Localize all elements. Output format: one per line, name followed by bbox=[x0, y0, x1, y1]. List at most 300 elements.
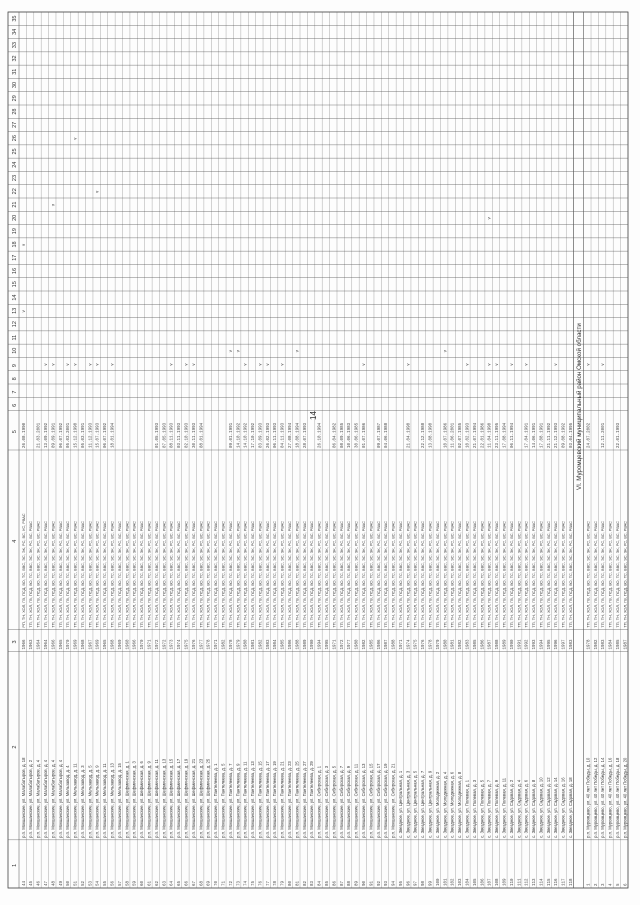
row-year: 1989 bbox=[503, 639, 508, 650]
row-date: 06.04.1982 bbox=[333, 422, 338, 448]
row-address: с. Звездное, ул. Полевая, д. 7 bbox=[486, 779, 492, 838]
row-items: ТП, ТН, ХОЛ, ГВ, ПСД, ВО, ТС, ВВС, ЭС, ЭК, РС, ВС, РВАС bbox=[295, 521, 300, 628]
row-date: 08.01.1994 bbox=[200, 422, 205, 448]
row-items: ТП, ТН, ХОЛ, ГВ, ПСД, ВО, ТС, ВВС, ЭС, ЭК, РС, ВС, РВАС bbox=[458, 521, 463, 628]
row-number: 106 bbox=[481, 878, 486, 886]
row-year: 1982 bbox=[594, 639, 599, 650]
row-items: ТП, ТН, ХОЛ, ГВ, ПСД, ВО, ТС, ВВС, ЭС, ЭК, РС, ВС, РВАС bbox=[376, 521, 381, 628]
row-number: 117 bbox=[562, 878, 567, 886]
row-address: с. Звездное, ул. Садовая, д. 4 bbox=[516, 779, 522, 838]
row-address: р.п. Мокшанские, ул. Малабатыров, д. 4 bbox=[50, 759, 56, 838]
row-number: 112 bbox=[525, 878, 530, 886]
row-mark: v bbox=[94, 190, 100, 193]
row-address: р.п. Мокшанские, ул. Шефминская, д. 25 bbox=[205, 758, 211, 838]
row-address: с. Звездное, ул. Центральная, д. 1 bbox=[397, 770, 403, 838]
row-year: 1995 bbox=[547, 639, 552, 650]
row-items: ТП, ТН, ХОЛ, ГВ, ПСД, ВО, ТС, ВВС, ЭС, ЭК, РС, ВС, РВАС bbox=[66, 521, 71, 628]
row-year: 1971 bbox=[148, 639, 153, 650]
row-number: 61 bbox=[148, 880, 153, 886]
row-items: ТП, ТН, ХОЛ, ГВ, ПСД, ВО, ТС, ВВС, ЭС, ЭК, РС, ВС, РВАС bbox=[243, 521, 248, 628]
row-mark: v bbox=[50, 363, 56, 366]
column-number: 17 bbox=[12, 254, 18, 261]
row-date: 18.08.1994 bbox=[296, 422, 301, 448]
row-mark: v bbox=[227, 350, 233, 353]
row-address: р.п. Мокшанские, ул. Сибирская, д. 17 bbox=[375, 763, 381, 838]
row-number: 48 bbox=[52, 880, 57, 886]
row-date: 02.07.1985 bbox=[459, 422, 464, 448]
row-address: р.п. Мокшанские, ул. Пантелеева, д. 25 bbox=[294, 761, 300, 838]
row-items: ТП, ТН, ХОЛ, ГВ, ПСД, ВО, ТС, ВВС, ЭС, ЭК, РС, ВС, РВАС bbox=[465, 521, 470, 628]
row-date: 04.11.1993 bbox=[281, 422, 286, 448]
row-number: 75 bbox=[252, 880, 257, 886]
row-items: ТП, ТН, ХОЛ, ГВ, ПСД, ВО, ТС, ВВС, ЭС, ЭК, РС, ВС, РВАС bbox=[73, 521, 78, 628]
column-number: 13 bbox=[12, 307, 18, 314]
column-number: 19 bbox=[12, 228, 18, 235]
row-items: ТП, ТН, ХОЛ, ГВ, ПСД, ВО, ТС, ВВС, ЭС, ЭК, РС, ВС, РВАС bbox=[608, 521, 613, 628]
row-address: р.п. Мокшанские, ул. Мельзавод, д. 15 bbox=[116, 763, 122, 838]
row-year: 1971 bbox=[399, 639, 404, 650]
row-number: 71 bbox=[222, 880, 227, 886]
row-address: с. Звездное, ул. Молодежная, д. 8 bbox=[457, 771, 463, 838]
row-year: 1986 bbox=[377, 639, 382, 650]
row-date: 21.04.1990 bbox=[407, 422, 412, 448]
section-title: VI. Муромцевский муниципальный район Омской области bbox=[576, 323, 584, 490]
row-year: 1975 bbox=[185, 639, 190, 650]
row-items: ТП, ТН, ХОЛ, ГВ, ПСД, ВО, ТС, ВВС, ЭС, ЭК, РС, ВС, РВАС bbox=[502, 521, 507, 628]
row-number: 89 bbox=[355, 880, 360, 886]
column-number: 30 bbox=[12, 81, 18, 89]
row-items: ТП, ТН, ХОЛ, ГВ, ПСД, ВО, ТС, ВВС, ЭС, ЭК, РС, ВС, РВАС bbox=[140, 521, 145, 628]
row-address: р.п. Мокшанские, ул. Мельзавод, д. 4 bbox=[65, 765, 71, 838]
column-number: 18 bbox=[12, 241, 18, 248]
column-number: 33 bbox=[12, 42, 18, 49]
row-date: 08.09.1985 bbox=[340, 422, 345, 448]
row-number: 68 bbox=[200, 880, 205, 886]
row-year: 1960 bbox=[126, 639, 131, 650]
row-number: 72 bbox=[229, 880, 234, 886]
row-year: 1996 bbox=[555, 639, 560, 650]
row-date: 01.05.1993 bbox=[155, 422, 160, 448]
row-year: 1990 bbox=[510, 639, 515, 650]
row-address: с. Звездное, ул. Полевая, д. 3 bbox=[471, 779, 477, 838]
row-year: 1966 bbox=[133, 639, 138, 650]
row-address: с. Звездное, ул. Молодежная, д. 2 bbox=[434, 771, 440, 838]
row-address: р.п. Мокшанские, ул. Пантелеева, д. 23 bbox=[287, 761, 293, 838]
row-address: с. Звездное, ул. Полевая, д. 11 bbox=[501, 777, 507, 838]
row-year: 1965 bbox=[104, 639, 109, 650]
column-number: 27 bbox=[12, 121, 18, 128]
row-date: 18.01.1994 bbox=[111, 422, 116, 448]
row-year: 1972 bbox=[163, 639, 168, 650]
row-items: ТП, ТН, ХОЛ, ГВ, ПСД, ВО, ТС, ВВС, ЭС, ЭК, РС, ВС, РВАС bbox=[58, 521, 63, 628]
row-address: р.п. Мокшанские, ул. Шефминская, д. 21 bbox=[190, 758, 196, 838]
row-number: 70 bbox=[215, 880, 220, 886]
row-items: ТП, ТН, ХОЛ, ГВ, ПСД, ВО, ТС, ВВС, ЭС, ЭК, РС, ВС, РВАС bbox=[258, 521, 263, 628]
row-mark: v bbox=[109, 363, 115, 366]
row-mark: v bbox=[523, 363, 529, 366]
row-items: ТП, ТН, ХОЛ, ГВ, ПСД, ВО, ТС, ВВС, ЭС, ЭК, РС, ВС, РВАС bbox=[369, 521, 374, 628]
row-items: ТП, ТН, ХОЛ, ГВ, ПСД, ВО, ТС, ВВС, ЭС, ЭК, РС, ВС, РВАС bbox=[36, 521, 41, 628]
row-year: 1982 bbox=[222, 639, 227, 650]
row-items: ТП, ТН, ХОЛ, ГВ, ПСД, ВО, ТС, ВВС, ЭС, ЭК, РС, ВС, РВАС bbox=[324, 521, 329, 628]
row-address: р.п. Мокшанские, ул. Пантелеева, д. 1 bbox=[213, 763, 219, 838]
row-address: р.п. Мокшанские, ул. Пантелеева, д. 27 bbox=[301, 761, 307, 838]
row-date: 06.11.1994 bbox=[510, 422, 515, 448]
row-number: 93 bbox=[385, 880, 390, 886]
row-mark: v bbox=[20, 310, 26, 313]
row-items: ТП, ТН, ХОЛ, ГВ, ПСД, ВО, ТС, ВВС, ЭС, ЭК, РС, ВС, РВАС bbox=[554, 521, 559, 628]
row-number: 62 bbox=[155, 880, 160, 886]
row-items: ТП, ТН, ХОЛ, ГВ, ПСД, ВО, ТС, ВВС, ЭС, ЭК, РС, ВС, РВАС bbox=[524, 521, 529, 628]
row-year: 1984 bbox=[274, 639, 279, 650]
row-number: 4 bbox=[609, 883, 614, 886]
row-items: ТП, ТН, ХОЛ, ГВ, ПСД, ВО, ТС, ВВС, ЭС, ЭК, РС, ВС, РВАС bbox=[421, 521, 426, 628]
column-number: 1 bbox=[12, 863, 18, 867]
row-address: р.п. Мокшанские, ул. Мельзавод, д. 13 bbox=[109, 763, 115, 838]
row-mark: v bbox=[50, 204, 56, 207]
row-year: 1985 bbox=[281, 639, 286, 650]
row-year: 1986 bbox=[481, 639, 486, 650]
row-items: ТП, ТН, ХОЛ, ГВ, ПСД, ВО, ТС, ВВС, ЭС, ЭК, РС, ВС, РВАС bbox=[177, 521, 182, 628]
row-items: ТП, ТН, ХОЛ, ГВ, ПСД, ВО, ТС, ВВС, ЭС, ЭК, РС, ВС, РВАС bbox=[532, 521, 537, 628]
row-address: р.п. Мокшанские, ул. Сибирская, д. 7 bbox=[338, 765, 344, 838]
row-address: р.п. Мокшанские, ул. Сибирская, д. 9 bbox=[346, 765, 352, 838]
row-date: 13.09.1992 bbox=[44, 422, 49, 448]
row-mark: v bbox=[87, 363, 93, 366]
row-year: 1971 bbox=[215, 639, 220, 650]
row-mark: v bbox=[600, 363, 606, 366]
row-number: 114 bbox=[540, 878, 545, 886]
row-items: ТП, ТН, ХОЛ, ГВ, ПСД, ВО, ТС, ВВС, ЭС, ЭК, РС, ВС, РВАС bbox=[398, 521, 403, 628]
row-date: 11.06.2001 bbox=[451, 422, 456, 448]
row-items: ТП, ТН, ХОЛ, ГВ, ПСД, ВО, ТС, ВВС, ЭС, ЭК, РС, ВС, РВАС bbox=[199, 521, 204, 628]
row-year: 1970 bbox=[67, 639, 72, 650]
row-items: ТП, ТН, ХОЛ, ГВ, ПСД, ВО, ТС, ВВС, ЭС, ЭК, РС, ВС, РВАС bbox=[435, 521, 440, 628]
row-date: 28.07.1993 bbox=[303, 422, 308, 448]
row-date: 04.06.1988 bbox=[385, 422, 390, 448]
column-number: 22 bbox=[12, 188, 18, 195]
row-address: с. Звездное, ул. Центральная, д. 7 bbox=[420, 770, 426, 838]
row-year: 1967 bbox=[89, 639, 94, 650]
row-date: 05.03.1991 bbox=[81, 422, 86, 448]
row-mark: v bbox=[65, 363, 71, 366]
row-number: 56 bbox=[111, 880, 116, 886]
row-year: 1969 bbox=[96, 639, 101, 650]
row-date: 17.04.1991 bbox=[525, 422, 530, 448]
row-date: 15.12.1990 bbox=[74, 422, 79, 448]
row-mark: v bbox=[20, 243, 26, 247]
row-items: ТП, ТН, ХОЛ, ГВ, ПСД, ВО, ТС, ВВС, ЭС, ЭК, РС, ВС, РВАС bbox=[221, 521, 226, 628]
row-items: ТП, ТН, ХОЛ, ГВ, ПСД, ВО, ТС, ВВС, ЭС, ЭК, РС, ВС, РВАС bbox=[384, 521, 389, 628]
row-number: 113 bbox=[533, 878, 538, 886]
row-number: 95 bbox=[399, 880, 404, 886]
row-items: ТП, ТН, ХОЛ, ГВ, ПСД, ВО, ТС, ВВС, ЭС, ЭК, РС, ВС, РВАС bbox=[302, 521, 307, 628]
row-number: 105 bbox=[473, 878, 478, 886]
row-date: 17.10.1992 bbox=[252, 422, 257, 448]
row-address: с. Звездное, ул. Полевая, д. 9 bbox=[494, 779, 500, 838]
row-address: р.п. Мокшанские, ул. Мельзавод, д. 3 bbox=[79, 765, 85, 838]
row-address: р.п. Мокшанские, ул. Пантелеева, д. 19 bbox=[272, 761, 278, 838]
row-number: 103 bbox=[459, 878, 464, 886]
row-address: р.п. Мокшанские, ул. Пантелеева, д. 17 bbox=[264, 761, 270, 838]
row-year: 1964 bbox=[44, 639, 49, 650]
row-year: 1988 bbox=[392, 639, 397, 650]
column-number: 10 bbox=[12, 347, 18, 354]
row-date: 17.08.1994 bbox=[503, 422, 508, 448]
row-items: ТП, ТН, ХОЛ, ГВ, ПСД, ВО, ТС, ВВС, ЭС, ЭК, РС, ВС, РВАС bbox=[280, 521, 285, 628]
row-date: 11.12.1993 bbox=[89, 422, 94, 448]
row-date: 10.06.1983 bbox=[348, 422, 353, 448]
row-year: 1972 bbox=[155, 639, 160, 650]
column-number: 20 bbox=[12, 214, 18, 221]
row-date: 12.11.2001 bbox=[602, 422, 607, 448]
row-address: р.п. Мокшанские, ул. Шефминская, д. 11 bbox=[153, 759, 159, 838]
row-address: р.п. Муромцево, ул. 40 лет Победы, д. 14 bbox=[600, 757, 606, 838]
row-items: ТП, ТН, ХОЛ, ГВ, ПСД, ВО, ТС, ВВС, ЭС, ЭК, РС, ВС, РВАС bbox=[472, 521, 477, 628]
row-number: 73 bbox=[237, 880, 242, 886]
row-items: ТП, ТН, ХОЛ, ГВ, ПСД, ВО, ТС, ВВС, ЭС, ЭК, РС, ВС, РВАС bbox=[88, 521, 93, 628]
row-address: р.п. Муромцево, ул. 40 лет Победы, д. 18 bbox=[615, 757, 621, 838]
row-number: 102 bbox=[451, 878, 456, 886]
row-items: ТП, ТН, ХОЛ, ГВ, ПСД, ВО, ТС, ВВС, ЭС, ЭК, РС, ВС, РВАС bbox=[561, 521, 566, 628]
row-year: 1983 bbox=[466, 639, 471, 650]
row-year: 1969 bbox=[74, 639, 79, 650]
row-date: 17.08.1991 bbox=[540, 422, 545, 448]
row-date: 13.08.1990 bbox=[429, 422, 434, 448]
row-address: с. Звездное, ул. Молодежная, д. 6 bbox=[449, 771, 455, 838]
row-items: ТП, ТН, ХОЛ, ГВ, ПСД, ВО, ТС, ВВС, ЭС, ЭК, РС, ВС, РВАС bbox=[593, 521, 598, 628]
row-items: ТП, ТН, ХОЛ, ГВ, ПСД, ВО, ТС, ВВС, ЭС, ЭК, РС, ВС, РВАС bbox=[601, 521, 606, 628]
row-items: ТП, ТН, ХОЛ, ГВ, ПСД, ВО, ТС, ВВС, ЭС, ЭК, РС, ВС, РВАС bbox=[147, 521, 152, 628]
row-items: ТП, ТН, ХОЛ, ГВ, ПСД, ВО, ТС, ВВС, ЭС, ЭК, РС, ВС, РВАС bbox=[487, 521, 492, 628]
row-items: ТП, ТН, ХОЛ, ГВ, ПСД, ВО, ТС, ВВС, ЭС, ЭК, РС, ВС, РВАС bbox=[413, 521, 418, 628]
column-number: 8 bbox=[12, 377, 18, 381]
row-number: 69 bbox=[207, 880, 212, 886]
row-mark: v bbox=[464, 363, 470, 366]
row-date: 22.01.1986 bbox=[481, 422, 486, 448]
row-items: ТП, ТН, ХОЛ, ГВ, ПСД, ВО, ТС, ВВС, ЭС, ЭК, РС, ВС, РВАС bbox=[191, 521, 196, 628]
row-address: р.п. Мокшанские, ул. Мельзавод, д. 11 bbox=[102, 763, 108, 838]
row-year: 1971 bbox=[333, 639, 338, 650]
column-number: 12 bbox=[12, 321, 18, 328]
row-number: 98 bbox=[422, 880, 427, 886]
row-number: 45 bbox=[30, 880, 35, 886]
row-address: р.п. Мокшанские, ул. Малабатыров, д. 4 bbox=[35, 759, 41, 838]
row-date: 09.07.1987 bbox=[377, 422, 382, 448]
row-address: р.п. Мокшанские, ул. Шефминская, д. 13 bbox=[161, 758, 167, 838]
row-items: ТП, ТН, ХОЛ, ГВ, ПСД, ВО, ТС, ВВС, ЭС, ЭК, РС, ВС, РВАС bbox=[228, 521, 233, 628]
row-date: 21.11.1992 bbox=[547, 422, 552, 448]
row-address: р.п. Мокшанские, ул. Сибирская, д. 1 bbox=[316, 765, 322, 838]
row-date: 15.07.1993 bbox=[96, 422, 101, 448]
row-number: 64 bbox=[170, 880, 175, 886]
row-year: 1981 bbox=[252, 639, 257, 650]
column-number: 23 bbox=[12, 174, 18, 182]
row-number: 107 bbox=[488, 878, 493, 886]
row-number: 59 bbox=[133, 880, 138, 886]
row-number: 83 bbox=[311, 880, 316, 886]
row-number: 111 bbox=[518, 878, 523, 886]
row-number: 109 bbox=[503, 878, 508, 886]
row-mark: v bbox=[486, 217, 492, 220]
row-address: р.п. Мокшанские, ул. Малабатыров, д. 4 bbox=[42, 759, 48, 838]
row-mark: v bbox=[585, 363, 591, 366]
column-number: 4 bbox=[12, 539, 18, 543]
row-address: р.п. Мокшанские, ул. Шефминская, д. 19 bbox=[183, 758, 189, 838]
row-year: 1980 bbox=[355, 639, 360, 650]
row-date: 14.10.1992 bbox=[237, 422, 242, 448]
row-items: ТП, ТН, ХОЛ, ГВ, ПСД, ВО, ТС, ВВС, ЭС, ЭК, РС, ВС, РВАС bbox=[154, 521, 159, 628]
row-address: с. Звездное, ул. Садовая, д. 10 bbox=[538, 777, 544, 838]
row-date: 14.06.1991 bbox=[533, 422, 538, 448]
row-address: р.п. Мокшанские, ул. Малабатыров, д. 18 bbox=[20, 757, 26, 838]
row-number: 46 bbox=[37, 880, 42, 886]
row-year: 1985 bbox=[473, 639, 478, 650]
column-number: 5 bbox=[12, 430, 18, 434]
row-address: р.п. Муромцево, ул. 40 лет Победы, д. 10 bbox=[585, 757, 591, 838]
row-date: 09.09.1991 bbox=[52, 422, 57, 448]
row-number: 78 bbox=[274, 880, 279, 886]
row-year: 1991 bbox=[518, 639, 523, 650]
row-number: 47 bbox=[44, 880, 49, 886]
row-year: 1982 bbox=[362, 639, 367, 650]
row-address: с. Звездное, ул. Садовая, д. 18 bbox=[568, 777, 574, 838]
row-mark: v bbox=[279, 363, 285, 366]
row-date: 21.07.1994 bbox=[473, 422, 478, 448]
row-number: 51 bbox=[74, 880, 79, 886]
row-address: с. Звездное, ул. Садовая, д. 6 bbox=[523, 779, 529, 838]
row-address: р.п. Мокшанские, ул. Пантелеева, д. 11 bbox=[242, 761, 248, 838]
row-address: р.п. Мокшанские, ул. Малабатыров, д. 4 bbox=[57, 759, 63, 838]
column-number: 28 bbox=[12, 108, 18, 115]
row-address: р.п. Мокшанские, ул. Сибирская, д. 15 bbox=[368, 763, 374, 838]
column-number: 11 bbox=[12, 334, 18, 341]
column-number: 34 bbox=[12, 28, 18, 35]
row-year: 1964 bbox=[37, 639, 42, 650]
row-items: ТП, ТН, ХОЛ, ГВ, ПСД, ВО, ТС, ВВС, ЭС, ЭК, РС, ВС, РВАС bbox=[132, 521, 137, 628]
row-items: ТП, ТН, ХОЛ, ГВ, ПСД, ВО, ТС, ВВС, ЭС, ЭК, РС, ВС, РВАС bbox=[51, 521, 56, 628]
row-items: ТП, ТН, ХОЛ, ГВ, ПСД, ВО, ТС, ВВС, ЭС, ЭК, РС, ВС, РВАС bbox=[273, 521, 278, 628]
row-number: 67 bbox=[192, 880, 197, 886]
row-year: 1966 bbox=[52, 639, 57, 650]
row-date: 03.11.1993 bbox=[178, 422, 183, 448]
row-number: 54 bbox=[96, 880, 101, 886]
row-number: 92 bbox=[377, 880, 382, 886]
row-date: 23.11.1995 bbox=[496, 422, 501, 448]
row-address: р.п. Муромцево, ул. 40 лет Победы, д. 12 bbox=[592, 757, 598, 838]
row-items: ТП, ТН, ХОЛ, ГВ, ПСД, ВО, ТС, ВВС, ЭС, ЭК, РС, ВС, РВАС bbox=[169, 521, 174, 628]
row-number: 6 bbox=[624, 883, 629, 886]
row-mark: v bbox=[242, 363, 248, 366]
row-mark: v bbox=[264, 363, 270, 366]
row-date: 07.05.1993 bbox=[163, 422, 168, 448]
row-address: р.п. Мокшанские, ул. Сибирская, д. 13 bbox=[360, 763, 366, 838]
row-year: 1973 bbox=[170, 639, 175, 650]
row-items: ТП, ТН, ХОЛ, ГВ, ПСД, ВО, ТС, ВВС, ЭС, ЭК, РС, ВС, РВАС bbox=[332, 521, 337, 628]
row-address: р.п. Мокшанские, ул. Сибирская, д. 5 bbox=[331, 765, 337, 838]
row-number: 85 bbox=[325, 880, 330, 886]
row-items: ТП, ТН, ХОЛ, ГВ, ПСД, ВО, ТС, ВВС, ЭС, ЭК, РС, ВС, РВАС bbox=[450, 521, 455, 628]
row-number: 96 bbox=[407, 880, 412, 886]
row-date: 26.02.1993 bbox=[266, 422, 271, 448]
row-mark: v bbox=[235, 350, 241, 353]
row-address: р.п. Мокшанские, ул. Пантелеева, д. 7 bbox=[227, 763, 233, 838]
row-number: 3 bbox=[602, 883, 607, 886]
row-items: ТП, ТН, ХОЛ, ГВ, ПСД, ВО, ТС, ВВС, ЭС, ЭК, РС, ВС, РВАС bbox=[95, 521, 100, 628]
row-year: 1974 bbox=[407, 639, 412, 650]
row-date: 05.03.2001 bbox=[67, 422, 72, 448]
row-year: 1990 bbox=[311, 639, 316, 650]
row-items: ТП, ТН, ХОЛ, ГВ, ПСД, ВО, ТС, ВВС, ЭС, ЭК, РС, ВС, РВАС bbox=[539, 521, 544, 628]
row-items: ТП, ТН, ХОЛ, ГВ, ПСД, ВО, ТС, ВВС, ЭС, ЭК, РС, ВС, РВАС bbox=[361, 521, 366, 628]
row-number: 63 bbox=[163, 880, 168, 886]
column-number: 14 bbox=[12, 294, 18, 301]
row-address: с. Звездное, ул. Полевая, д. 1 bbox=[464, 779, 470, 838]
row-date: 10.07.1986 bbox=[444, 422, 449, 448]
row-address: р.п. Мокшанские, ул. Пантелеева, д. 15 bbox=[257, 761, 263, 838]
row-number: 100 bbox=[436, 878, 441, 886]
row-number: 57 bbox=[118, 880, 123, 886]
row-items: ТП, ТН, ХОЛ, ГВ, ПСД, ВО, ТС, ВВС, ЭС, ЭК, РС, ВС, РВАС bbox=[569, 521, 574, 628]
row-items: ТП, ТН, ХОЛ, ГВ, ПСД, ВО, ТС, ВВС, ЭС, ЭК, РС, ВС, РВАС bbox=[546, 521, 551, 628]
row-year: 1989 bbox=[303, 639, 308, 650]
row-year: 1987 bbox=[385, 639, 390, 650]
row-items: ТП, ТН, ХОЛ, ГВ, ПСД, ВО, ТС, ВВС, ЭС, ЭК, РС, ВС, РВАС bbox=[347, 521, 352, 628]
row-year: 1972 bbox=[340, 639, 345, 650]
row-address: р.п. Мокшанские, ул. Пантелеева, д. 29 bbox=[309, 761, 315, 838]
row-address: р.п. Мокшанские, ул. Шефминская, д. 6 bbox=[139, 761, 145, 838]
row-year: 1995 bbox=[325, 639, 330, 650]
housing-table bbox=[8, 12, 628, 888]
row-number: 79 bbox=[281, 880, 286, 886]
row-items: ТП, ТН, ХОЛ, ГВ, ПСД, ВО, ТС, ВВС, ЭС, ЭК, РС, ВС, РВАС bbox=[288, 521, 293, 628]
row-number: 84 bbox=[318, 880, 323, 886]
row-mark: v bbox=[553, 363, 559, 366]
row-number: 60 bbox=[141, 880, 146, 886]
row-date: 11.04.1990 bbox=[488, 422, 493, 448]
row-year: 1963 bbox=[30, 639, 35, 650]
row-items: ТП, ТН, ХОЛ, ГВ, ПСД, ВО, ТС, ВВС, ЭС, ЭК, РС, ВС, РВАС bbox=[184, 521, 189, 628]
row-date: 30.06.1985 bbox=[355, 422, 360, 448]
row-address: с. Звездное, ул. Центральная, д. 3 bbox=[405, 770, 411, 838]
row-year: 1988 bbox=[496, 639, 501, 650]
row-items: ТП, ТН, ХОЛ, ГВ, ПСД, ВО, ТС, ВВС, ЭС, ЭК, РС, ВС, РВАС bbox=[517, 521, 522, 628]
row-mark: v bbox=[494, 363, 500, 366]
row-number: 90 bbox=[362, 880, 367, 886]
row-year: 1986 bbox=[289, 639, 294, 650]
row-mark: v bbox=[72, 363, 78, 366]
row-address: р.п. Мокшанские, ул. Сибирская, д. 3 bbox=[323, 765, 329, 838]
row-items: ТП, ТН, ХОЛ, ГВ, ПСД, ВО, ТС, ВВС, ЭС, ЭК, РС, ВС, РВАС bbox=[428, 521, 433, 628]
row-year: 1977 bbox=[348, 639, 353, 650]
row-number: 76 bbox=[259, 880, 264, 886]
row-items: ТП, ТН, ХОЛ, ГВ, ПСД, ВО, ТС, ВВС, ЭС, ЭК, РС, ВС, РВАС bbox=[509, 521, 514, 628]
row-mark: v bbox=[42, 363, 48, 366]
row-mark: v bbox=[94, 363, 100, 366]
row-date: 02.10.1993 bbox=[185, 422, 190, 448]
row-items: ТП, ТН, ХОЛ, ГВ, ПСД, ВО, ТС, ВВС, ЭС, ЭК, РС, ВС, РВАС bbox=[162, 521, 167, 628]
row-number: 65 bbox=[178, 880, 183, 886]
row-mark: v bbox=[294, 350, 300, 353]
row-year: 1983 bbox=[570, 639, 575, 650]
row-year: 1970 bbox=[141, 639, 146, 650]
row-address: с. Звездное, ул. Полевая, д. 5 bbox=[479, 779, 485, 838]
row-year: 1994 bbox=[318, 639, 323, 650]
row-items: ТП, ТН, ХОЛ, ГВ, ПСД, ВО, ТС, ВВС, ЭС, ЭК, РС, ВС, РВАС bbox=[495, 521, 500, 628]
row-number: 118 bbox=[570, 878, 575, 886]
row-items: ТП, ТН, ХОЛ, ГВ, ПСД, ВО, ТС, ВВС, ЭС, ЭК, РС, ВС, РВАС bbox=[206, 521, 211, 628]
row-number: 80 bbox=[289, 880, 294, 886]
